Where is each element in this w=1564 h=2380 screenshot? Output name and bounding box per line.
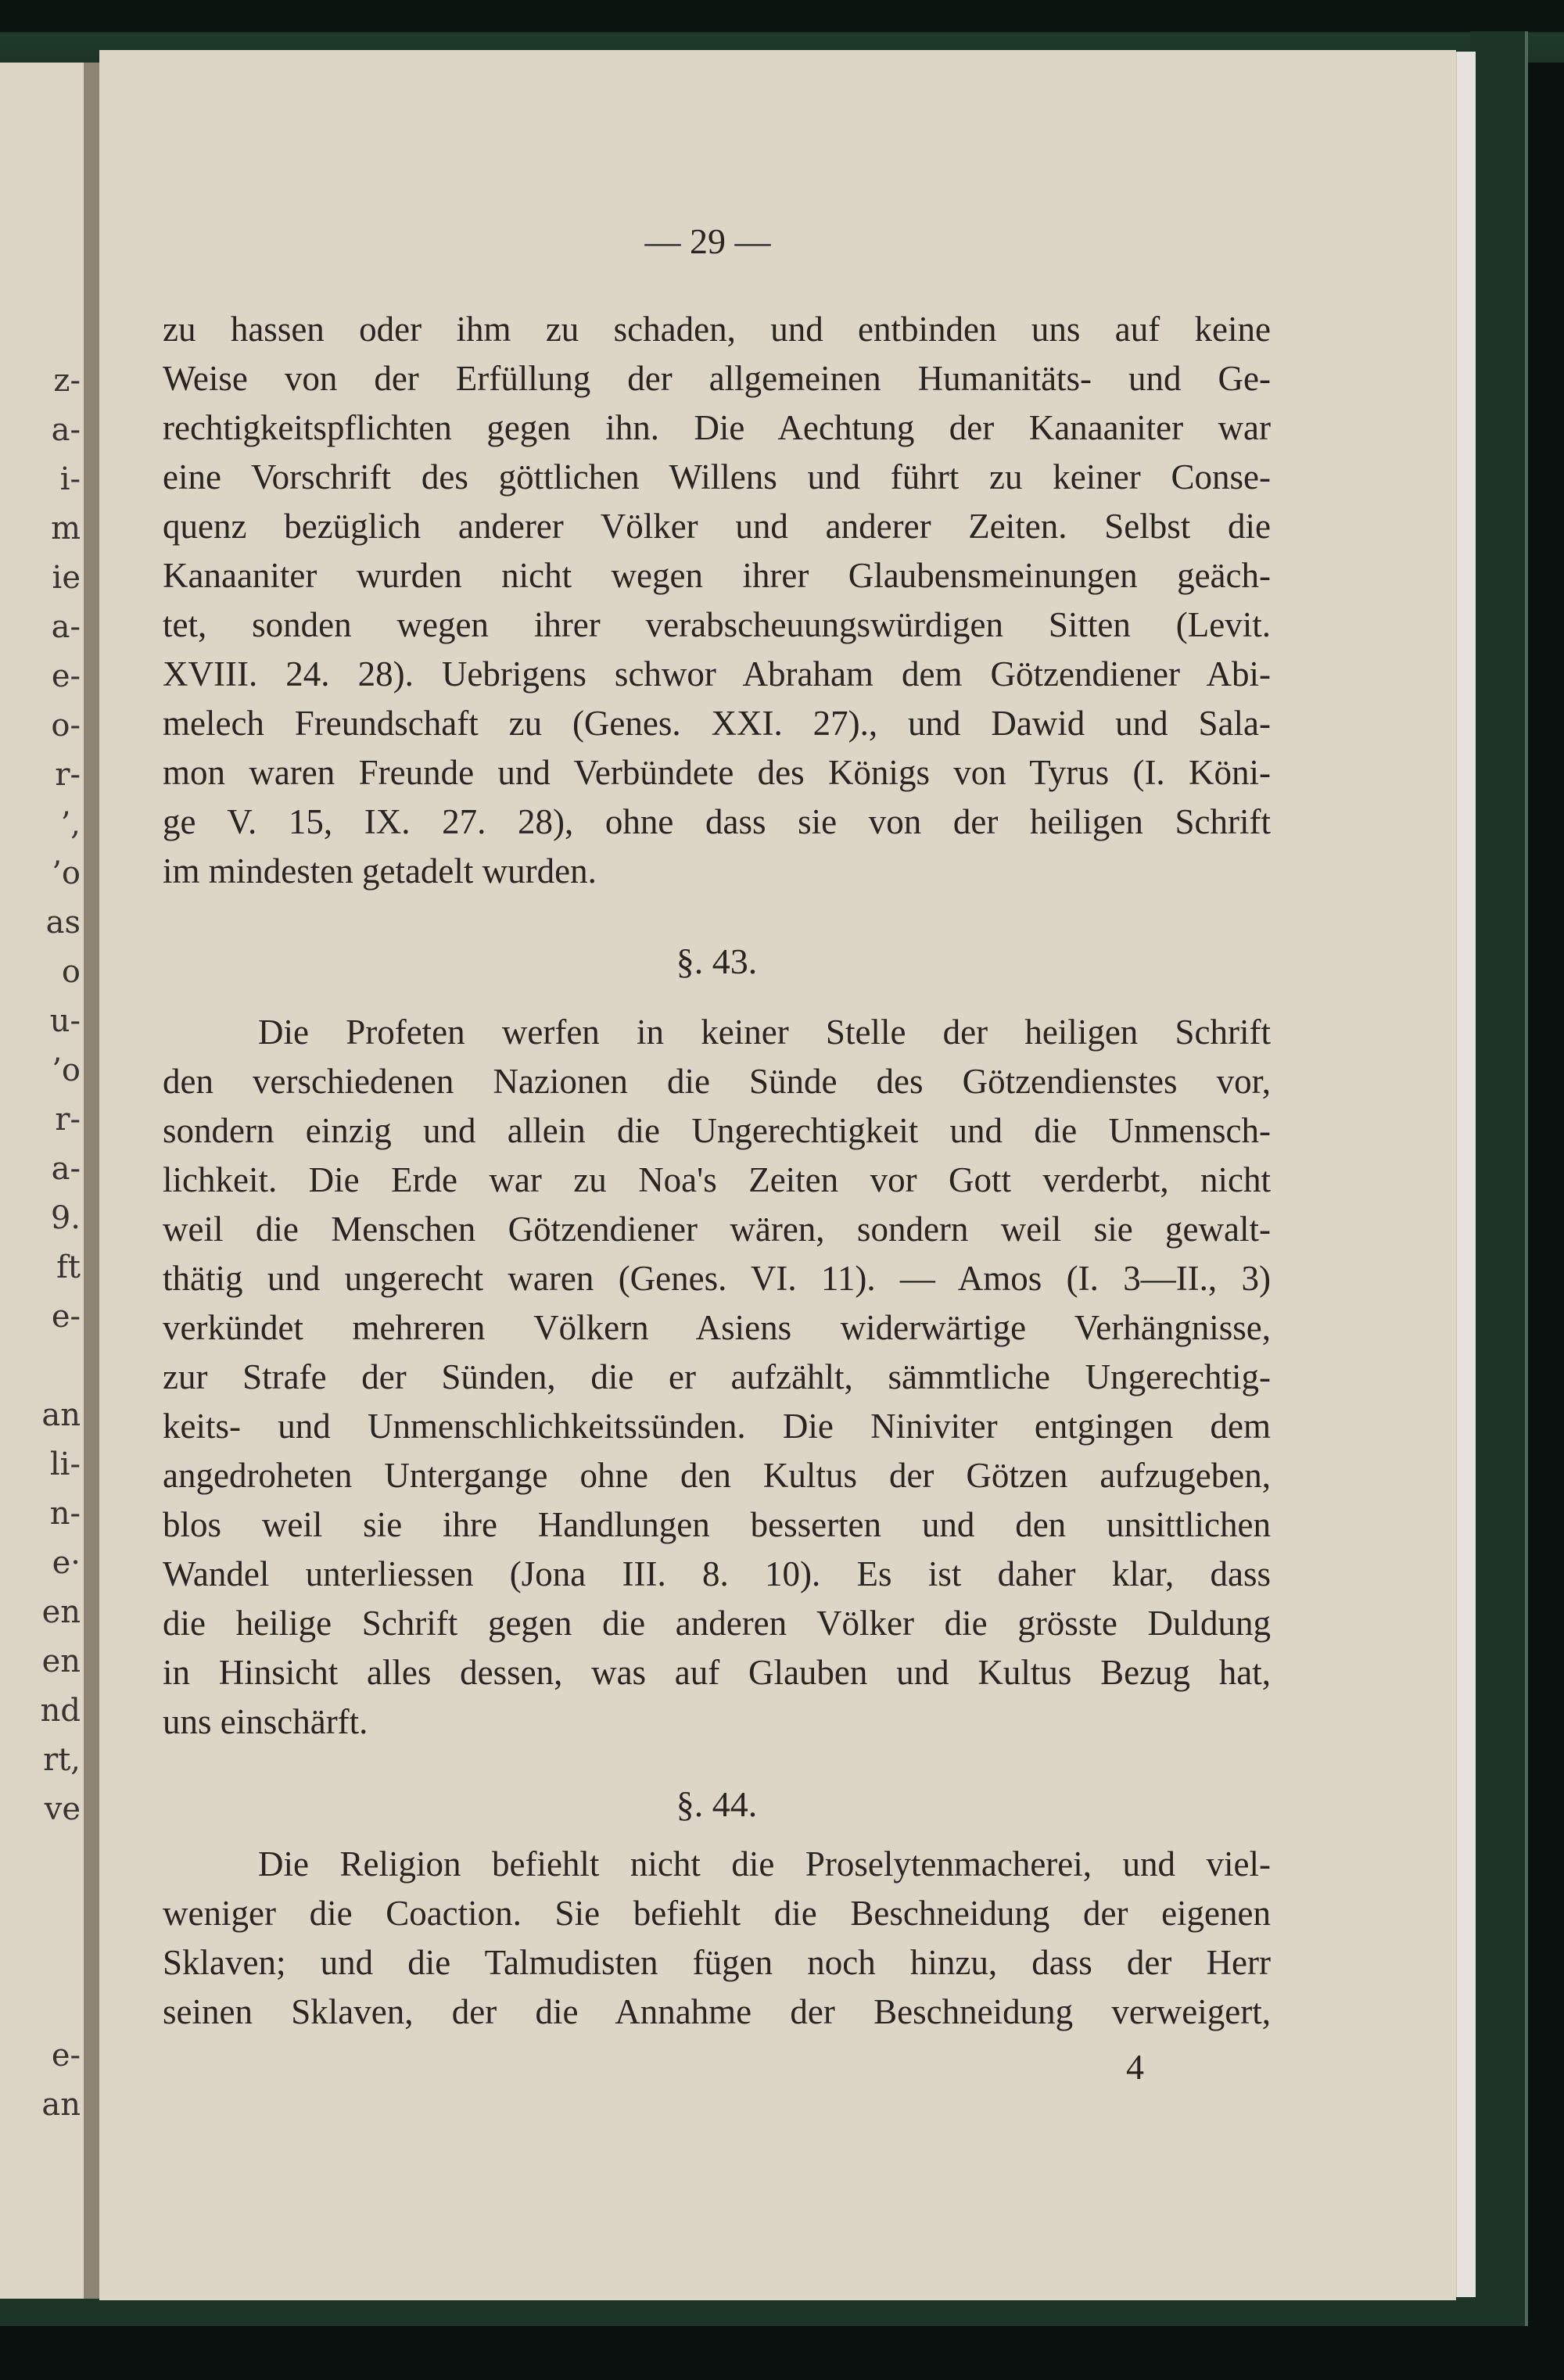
book-cover-right-edge bbox=[1470, 31, 1528, 2326]
signature-mark: 4 bbox=[1126, 2047, 1144, 2087]
facing-page-text-fragment: e- bbox=[51, 1299, 81, 1335]
facing-page-text-fragment: a- bbox=[51, 1151, 81, 1187]
facing-page-text-fragment: en bbox=[41, 1594, 81, 1630]
facing-page-text-fragment: r- bbox=[55, 757, 81, 793]
facing-page-text-fragment: ’o bbox=[52, 855, 81, 891]
text-line: weniger die Coaction. Sie befiehlt die Beschneidung der eigenen bbox=[163, 1894, 1271, 1933]
facing-page-text-fragment: a- bbox=[51, 609, 81, 645]
text-line: verkündet mehreren Völkern Asiens widerwärtige Verhängnisse, bbox=[163, 1308, 1271, 1347]
text-line: Kanaaniter wurden nicht wegen ihrer Glaubensmeinungen geäch- bbox=[163, 556, 1271, 595]
text-line: tet, sonden wegen ihrer verabscheuungswürdigen Sitten (Levit. bbox=[163, 605, 1271, 644]
facing-page-text-fragment: ie bbox=[52, 560, 81, 596]
text-line: Weise von der Erfüllung der allgemeinen Humanitäts- und Ge- bbox=[163, 359, 1271, 398]
facing-page-text-fragment: r- bbox=[55, 1102, 81, 1138]
page-gutter bbox=[84, 63, 99, 2299]
facing-page-text-fragment: o- bbox=[51, 708, 81, 744]
facing-page-text-fragment: e- bbox=[51, 2038, 81, 2074]
text-line: Die Religion befiehlt nicht die Proselytenmacherei, und viel- bbox=[258, 1844, 1271, 1884]
text-line: ge V. 15, IX. 27. 28), ohne dass sie von der heiligen Schrift bbox=[163, 802, 1271, 841]
facing-page-text-fragment: ve bbox=[44, 1791, 81, 1827]
facing-page-text-fragment: z- bbox=[53, 363, 81, 399]
text-line: weil die Menschen Götzendiener wären, sondern weil sie gewalt- bbox=[163, 1210, 1271, 1249]
text-line: eine Vorschrift des göttlichen Willens und führt zu keiner Conse- bbox=[163, 457, 1271, 496]
text-line: blos weil sie ihre Handlungen besserten und den unsittlichen bbox=[163, 1505, 1271, 1544]
section-heading-43: §. 43. bbox=[676, 941, 758, 981]
text-line: Wandel unterliessen (Jona III. 8. 10). Es ist daher klar, dass bbox=[163, 1554, 1271, 1593]
text-line: die heilige Schrift gegen die anderen Völker die grösste Duldung bbox=[163, 1604, 1271, 1643]
text-line: rechtigkeitspflichten gegen ihn. Die Aechtung der Kanaaniter war bbox=[163, 408, 1271, 447]
text-line: keits- und Unmenschlichkeitssünden. Die Niniviter entgingen dem bbox=[163, 1407, 1271, 1446]
text-line: zur Strafe der Sünden, die er aufzählt, sämmtliche Ungerechtig- bbox=[163, 1357, 1271, 1396]
facing-page-text-fragment: as bbox=[45, 905, 81, 941]
facing-page-text-fragment: an bbox=[41, 1397, 81, 1433]
facing-page-text-fragment: nd bbox=[40, 1693, 81, 1729]
page-number-header: — 29 — bbox=[644, 221, 771, 261]
text-line: sondern einzig und allein die Ungerechtigkeit und die Unmensch- bbox=[163, 1111, 1271, 1150]
facing-page-text-fragment: ’, bbox=[60, 806, 81, 842]
facing-page-text-fragment: u- bbox=[49, 1003, 81, 1039]
text-line: in Hinsicht alles dessen, was auf Glauben und Kultus Bezug hat, bbox=[163, 1653, 1271, 1692]
facing-page-text-fragment: an bbox=[41, 2087, 81, 2123]
page-stack-edge bbox=[1456, 52, 1476, 2297]
facing-page-text-fragment: 9. bbox=[50, 1200, 81, 1236]
facing-page-text-fragment: rt, bbox=[43, 1742, 81, 1778]
facing-page-text-fragment: ft bbox=[56, 1249, 81, 1285]
paragraph-3 bbox=[163, 1840, 1271, 2037]
facing-page-text-fragment: en bbox=[41, 1643, 81, 1679]
text-line: den verschiedenen Nazionen die Sünde des Götzendienstes vor, bbox=[163, 1062, 1271, 1101]
text-line: seinen Sklaven, der die Annahme der Beschneidung verweigert, bbox=[163, 1992, 1271, 2031]
text-line: zu hassen oder ihm zu schaden, und entbinden uns auf keine bbox=[163, 310, 1271, 349]
text-line: quenz bezüglich anderer Völker und anderer Zeiten. Selbst die bbox=[163, 507, 1271, 546]
facing-page-text-fragment: e· bbox=[52, 1545, 81, 1581]
paragraph-2 bbox=[163, 1008, 1271, 1747]
text-line: mon waren Freunde und Verbündete des Königs von Tyrus (I. Köni- bbox=[163, 753, 1271, 792]
paragraph-1 bbox=[163, 305, 1271, 896]
text-line: Die Profeten werfen in keiner Stelle der heiligen Schrift bbox=[258, 1013, 1271, 1052]
facing-page-text-fragment: a- bbox=[51, 412, 81, 448]
text-line: lichkeit. Die Erde war zu Noa's Zeiten vor Gott verderbt, nicht bbox=[163, 1160, 1271, 1199]
text-line: Sklaven; und die Talmudisten fügen noch hinzu, dass der Herr bbox=[163, 1943, 1271, 1982]
text-line: angedroheten Untergange ohne den Kultus der Götzen aufzugeben, bbox=[163, 1456, 1271, 1495]
text-line: im mindesten getadelt wurden. bbox=[163, 851, 597, 891]
text-line: XVIII. 24. 28). Uebrigens schwor Abraham dem Götzendiener Abi- bbox=[163, 654, 1271, 694]
facing-page-text-fragment: n- bbox=[49, 1496, 81, 1532]
text-line: melech Freundschaft zu (Genes. XXI. 27)., und Dawid und Sala- bbox=[163, 704, 1271, 743]
facing-page-text-fragment: e- bbox=[51, 658, 81, 694]
facing-page-text-fragment: o bbox=[61, 954, 81, 990]
facing-page-edge bbox=[0, 63, 84, 2299]
facing-page-text-fragment: li- bbox=[49, 1446, 81, 1482]
section-heading-44: §. 44. bbox=[676, 1784, 758, 1824]
facing-page-text-fragment: m bbox=[51, 511, 81, 547]
text-line: uns einschärft. bbox=[163, 1702, 368, 1741]
facing-page-text-fragment: i- bbox=[59, 461, 81, 497]
facing-page-text-fragment: ’o bbox=[52, 1052, 81, 1088]
text-line: thätig und ungerecht waren (Genes. VI. 11). — Amos (I. 3—II., 3) bbox=[163, 1259, 1271, 1298]
